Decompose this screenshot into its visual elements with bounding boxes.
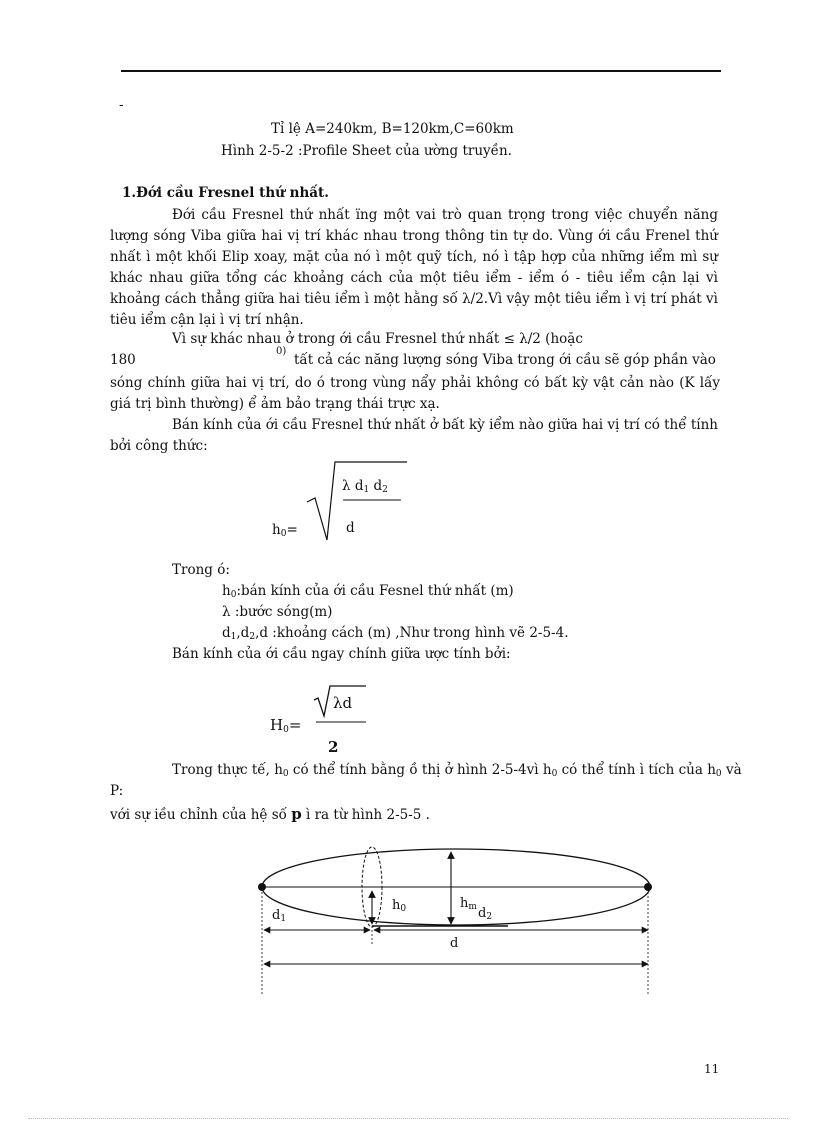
paragraph-3: Bán kính của ới cầu Fresnel thứ nhất ở bất kỳ iểm nào giữa hai vị trí có thể tính bởi công thức: [110,417,718,454]
paragraph-5-P: P: [110,783,124,799]
paragraph-2-line-2-rest: tất cả các năng lượng sóng Viba trong ới cầu sẽ góp phần vào [294,352,716,368]
trong-do-label: Trong ó: [172,562,230,578]
diagram-label-d2: $d_2$ [478,906,493,922]
degree-superscript: 0) [276,346,287,357]
endpoint-receiver [644,883,652,891]
paragraph-2-line-2 [110,352,136,368]
formula-2-lhs: $H_0=$ [270,716,302,735]
diagram-label-d1: $d_1$ [272,908,287,924]
square-root-sign [305,458,411,544]
diagram-label-h0: $h_0$ [392,898,407,914]
definition-lambda: λ :bước sóng(m) [222,604,333,620]
diagram-label-d: d [450,936,459,951]
header-rule [121,70,721,72]
page-number: 11 [704,1062,720,1076]
paragraph-4: Bán kính của ới cầu ngay chính giữa ược tính bởi: [172,646,511,662]
definition-distances: $d_1,d_2,d$ :khoảng cách (m) ,Như trong hình vẽ 2-5-4. [222,625,569,642]
formula-2-denominator: 2 [328,738,339,756]
footer-dotted-rule [28,1118,788,1119]
paragraph-1: Đới cầu Fresnel thứ nhất ïng một vai trò quan trọng trong việc chuyển năng lượng sóng Viba giữa hai vị trí khác nhau trong thông tin tự do. Vùng ới cầu Frenel thứ nhất ì một khối Elip xoay, mặt của nó ì một quỹ tích, nó ì tập hợp của những iểm mì sự khác nhau giữa tổng các khoảng cách của một tiêu iểm - iểm ó - tiêu iểm cận lại vì khoảng cách thẳng giữa hai tiêu iểm ì một hằng số λ/2.Vì vậy một tiêu iểm ì vị trí phát vì tiêu iểm cận lại ì vị trí nhận. [110,207,718,328]
paragraph-2-rest: sóng chính giữa hai vị trí, do ó trong vùng nẩy phải không có bất kỳ vật cản nào (K lấy giá trị bình thường) ể ảm bảo trạng thái trực xạ. [110,375,720,412]
fresnel-zone-diagram [250,840,670,1000]
section-title: 1.Đới cầu Fresnel thứ nhất. [122,185,329,201]
endpoint-transmitter [258,883,266,891]
paragraph-2-line-1: Vì sự khác nhau ở trong ới cầu Fresnel thứ nhất ≤ λ/2 (hoặc [172,331,583,347]
diagram-label-hm: $h_m$ [460,896,477,912]
formula-2-numerator: λd [333,694,353,712]
dash-mark: - [119,97,124,113]
paragraph-6: với sự iều chỉnh của hệ số p ì ra từ hình 2-5-5 . [110,805,430,823]
definition-h0: $h_0:bán$ kính của ới cầu Fesnel thứ nhất (m) [222,583,514,600]
formula-1-numerator: λ $d_1$ $d_2$ [342,478,388,495]
figure-caption: Hình 2-5-2 :Profile Sheet của ường truyền. [221,143,512,159]
formula-1-lhs: $h_0=$ [272,522,298,539]
formula-1-denominator: d [346,520,355,536]
caption-scale: Tỉ lệ A=240km, B=120km,C=60km [271,121,514,137]
paragraph-5: Trong thực tế, $h_0$ có thể tính bằng ồ thị ở hình 2-5-4vì $h_0$ có thể tính ì tích của $h_0$ và [172,762,742,779]
value-180: 180 [110,352,136,368]
